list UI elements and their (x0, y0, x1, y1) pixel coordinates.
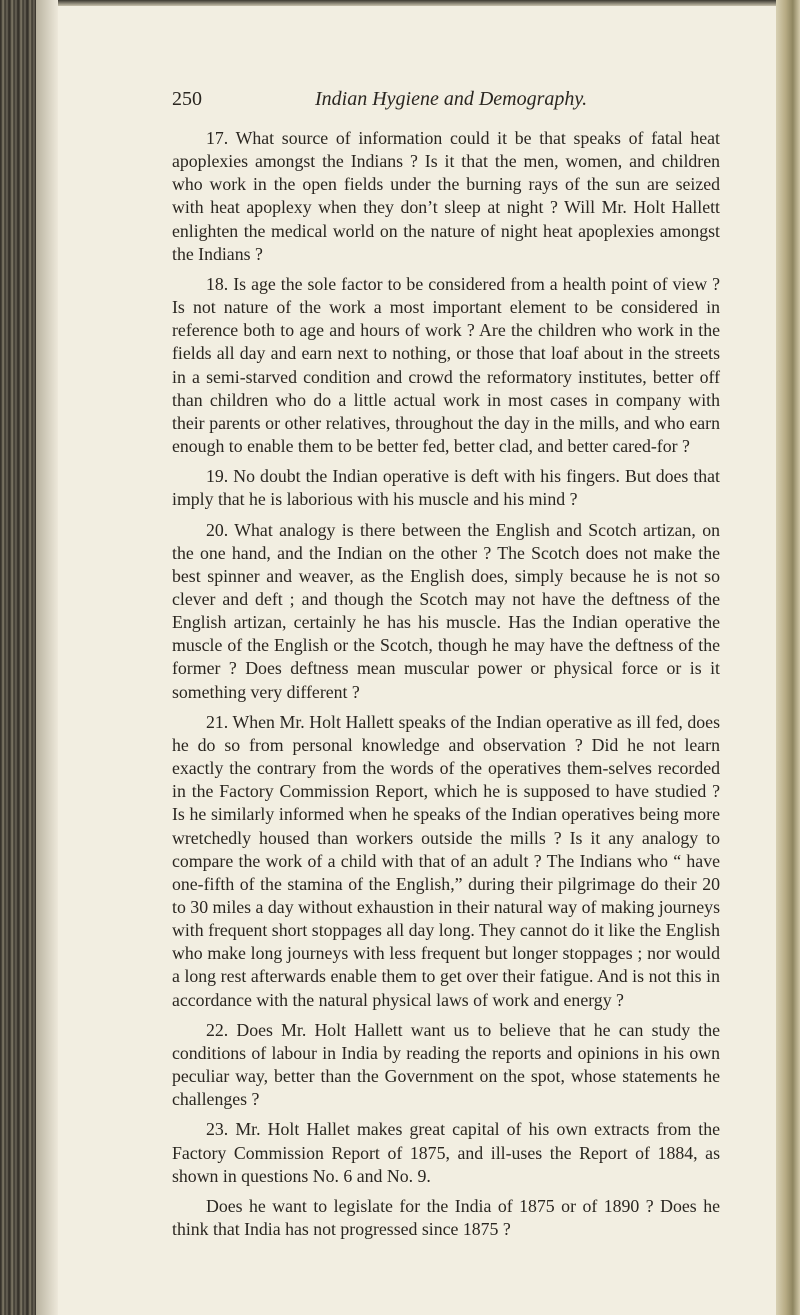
paragraph-19: 19. No doubt the Indian operative is deft with his fingers. But does that imply that he is laborious with his muscle and his mind ? (172, 466, 720, 510)
page-body (172, 127, 720, 1241)
paragraph-18: 18. Is age the sole factor to be considered from a health point of view ? Is not nature of the work a most important element to be considered in reference both to age and hours of work ? Are the children who work in the fields all day and earn next to nothing, or those that loaf about in the streets in a semi-starved condition and crowd the reformatory institutes, better off than children who do a little actual work in most cases in company with their parents or other relatives, throughout the day in the mills, and who earn enough to enable them to be better fed, better clad, and better cared-for ? (172, 273, 720, 457)
running-title: Indian Hygiene and Demography. (315, 88, 588, 110)
book-binding (0, 0, 36, 1315)
running-header (172, 86, 712, 116)
page-top-edge (0, 0, 800, 6)
page-edge (776, 0, 800, 1315)
paragraph-20: 20. What analogy is there between the English and Scotch artizan, on the one hand, and the Indian on the other ? The Scotch does not make the best spinner and weaver, as the English does, simply because he is not so clever and deft ; and though the Scotch may not have the deftness of the English artizan, certainly he has his muscle. Has the Indian operative the muscle of the English or the Scotch, though he may have the deftness of the former ? Does deftness mean muscular power or physical force or is it something very different ? (172, 519, 720, 702)
paragraph-22: 22. Does Mr. Holt Hallett want us to believe that he can study the conditions of labour in India by reading the reports and opinions in his own peculiar way, better than the Government on the spot, whose statements he challenges ? (172, 1019, 720, 1110)
paragraph-17: 17. What source of information could it be that speaks of fatal heat apoplexies amongst the Indians ? Is it that the men, women, and children who work in the open fields under the burning rays of the sun are seized with heat apoplexy when they don’t sleep at night ? Will Mr. Holt Hallett enlighten the medical world on the nature of night heat apoplexies amongst the Indians ? (172, 128, 720, 264)
paragraph-21: 21. When Mr. Holt Hallett speaks of the Indian operative as ill fed, does he do so from personal knowledge and observation ? Did he not learn exactly the contrary from the words of the operatives them-selves recorded in the Factory Commission Report, which he is supposed to have studied ? Is he similarly informed when he speaks of the Indian operatives being more wretchedly housed than workers outside the mills ? Is it any analogy to compare the work of a child with that of an adult ? The Indians who “ have one-fifth of the stamina of the English,” during their pilgrimage do their 20 to 30 miles a day without exhaustion in their natural way of making journeys with frequent short stoppages all day long. They cannot do it like the English who make long journeys with less frequent but longer stoppages ; nor would a long rest afterwards enable them to get over their fatigue. And is not this in accordance with the natural physical laws of work and energy ? (172, 711, 720, 1010)
paragraph-closing: Does he want to legislate for the India of 1875 or of 1890 ? Does he think that India has not progressed since 1875 ? (172, 1195, 720, 1240)
gutter-shadow (36, 0, 58, 1315)
page-number: 250 (172, 88, 202, 110)
paragraph-23: 23. Mr. Holt Hallet makes great capital of his own extracts from the Factory Commission Report of 1875, and ill-uses the Report of 1884, as shown in questions No. 6 and No. 9. (172, 1119, 720, 1186)
